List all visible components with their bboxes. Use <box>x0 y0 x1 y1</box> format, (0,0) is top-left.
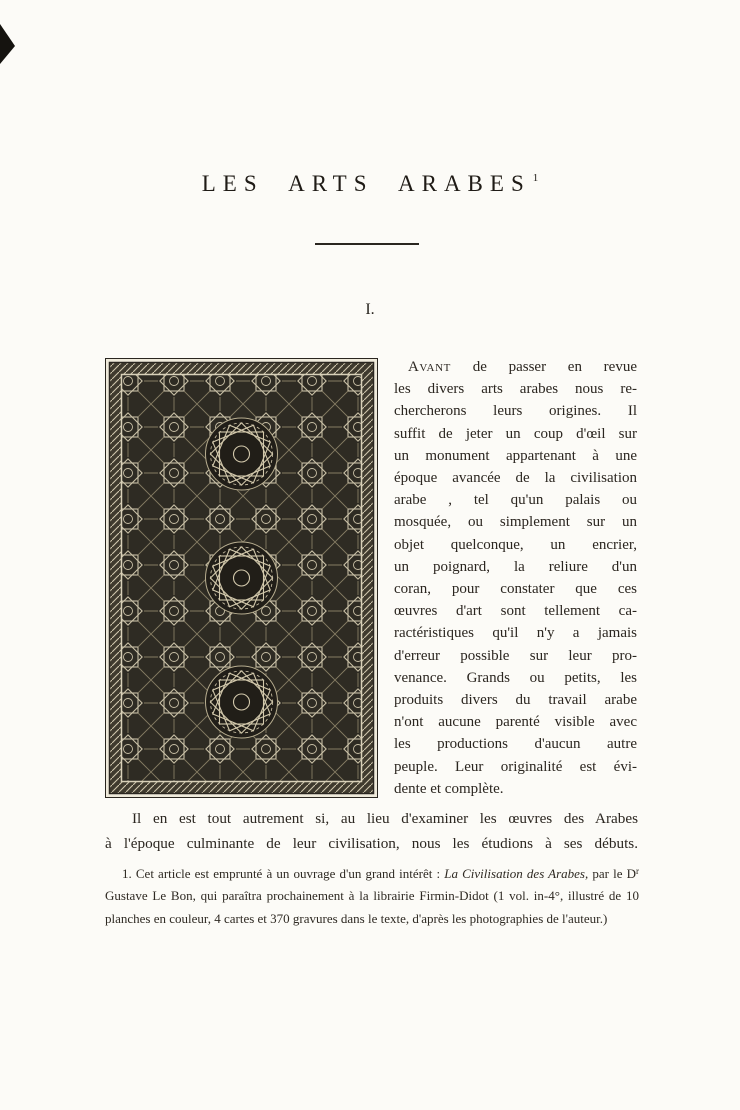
footnote <box>105 863 639 930</box>
text-line: chercherons leurs origines. Il <box>394 403 637 420</box>
text-line: objet quelconque, un encrier, <box>394 536 637 553</box>
text-line: un poignard, la reliure d'un <box>394 558 637 575</box>
text-line: mosquée, ou simplement sur un <box>394 514 637 531</box>
page-title-text: LES ARTS ARABES <box>201 171 531 196</box>
arabesque-engraving <box>105 358 378 798</box>
scan-artifact <box>0 24 15 64</box>
text-line <box>394 356 637 378</box>
footnote-superscript-r: r <box>636 866 639 876</box>
footnote-text-mid: par le D <box>588 866 636 881</box>
footnote-text-lead: 1. Cet article est emprunté à un ouvrage d'un grand intérêt : <box>122 866 445 881</box>
text-line: venance. Grands ou petits, les <box>394 669 637 686</box>
footnote-work-title: La Civilisation des Arabes, <box>444 866 589 881</box>
lead-rest: de passer en revue <box>450 359 637 375</box>
text-line: coran, pour constater que ces <box>394 581 637 598</box>
engraving-medallions <box>206 418 278 738</box>
text-line: les divers arts arabes nous re- <box>394 381 637 398</box>
paragraph-continuation <box>105 806 638 856</box>
arabesque-engraving-figure <box>105 358 378 798</box>
text-line: produits divers du travail arabe <box>394 692 637 709</box>
text-line: peuple. Leur originalité est évi- <box>394 758 637 775</box>
title-divider <box>315 243 419 245</box>
title-footnote-ref: 1 <box>532 172 539 184</box>
text-line: ractéristiques qu'il n'y a jamais <box>394 625 637 642</box>
text-line: époque avancée de la civilisation <box>394 470 637 487</box>
text-line: d'erreur possible sur leur pro- <box>394 647 637 664</box>
text-line: à l'époque culminante de leur civilisation, nous les étudions à ses débuts. <box>105 835 638 852</box>
text-line: un monument appartenant à une <box>394 447 637 464</box>
text-line: n'ont aucune parenté visible avec <box>394 714 637 731</box>
lead-paragraph-lines <box>394 378 637 800</box>
lead-paragraph <box>394 356 637 800</box>
text-line: arabe , tel qu'un palais ou <box>394 492 637 509</box>
footnote-text-rest: Gustave Le Bon, qui paraîtra prochainement à la librairie Firmin-Didot (1 vol. in-4°, illustré de 10 planches en couleur, 4 cartes et 370 gravures dans le texte, d'après les photographies de l'auteur.) <box>105 888 639 926</box>
text-line: œuvres d'art sont tellement ca- <box>394 603 637 620</box>
text-line: Il en est tout autrement si, au lieu d'examiner les œuvres des Arabes <box>132 810 638 827</box>
lead-word: Avant <box>408 359 451 375</box>
text-line: dente et complète. <box>394 780 504 797</box>
text-line: les productions d'aucun autre <box>394 736 637 753</box>
text-line: suffit de jeter un coup d'œil sur <box>394 425 637 442</box>
section-number: I. <box>365 301 375 318</box>
page-title <box>0 171 740 197</box>
